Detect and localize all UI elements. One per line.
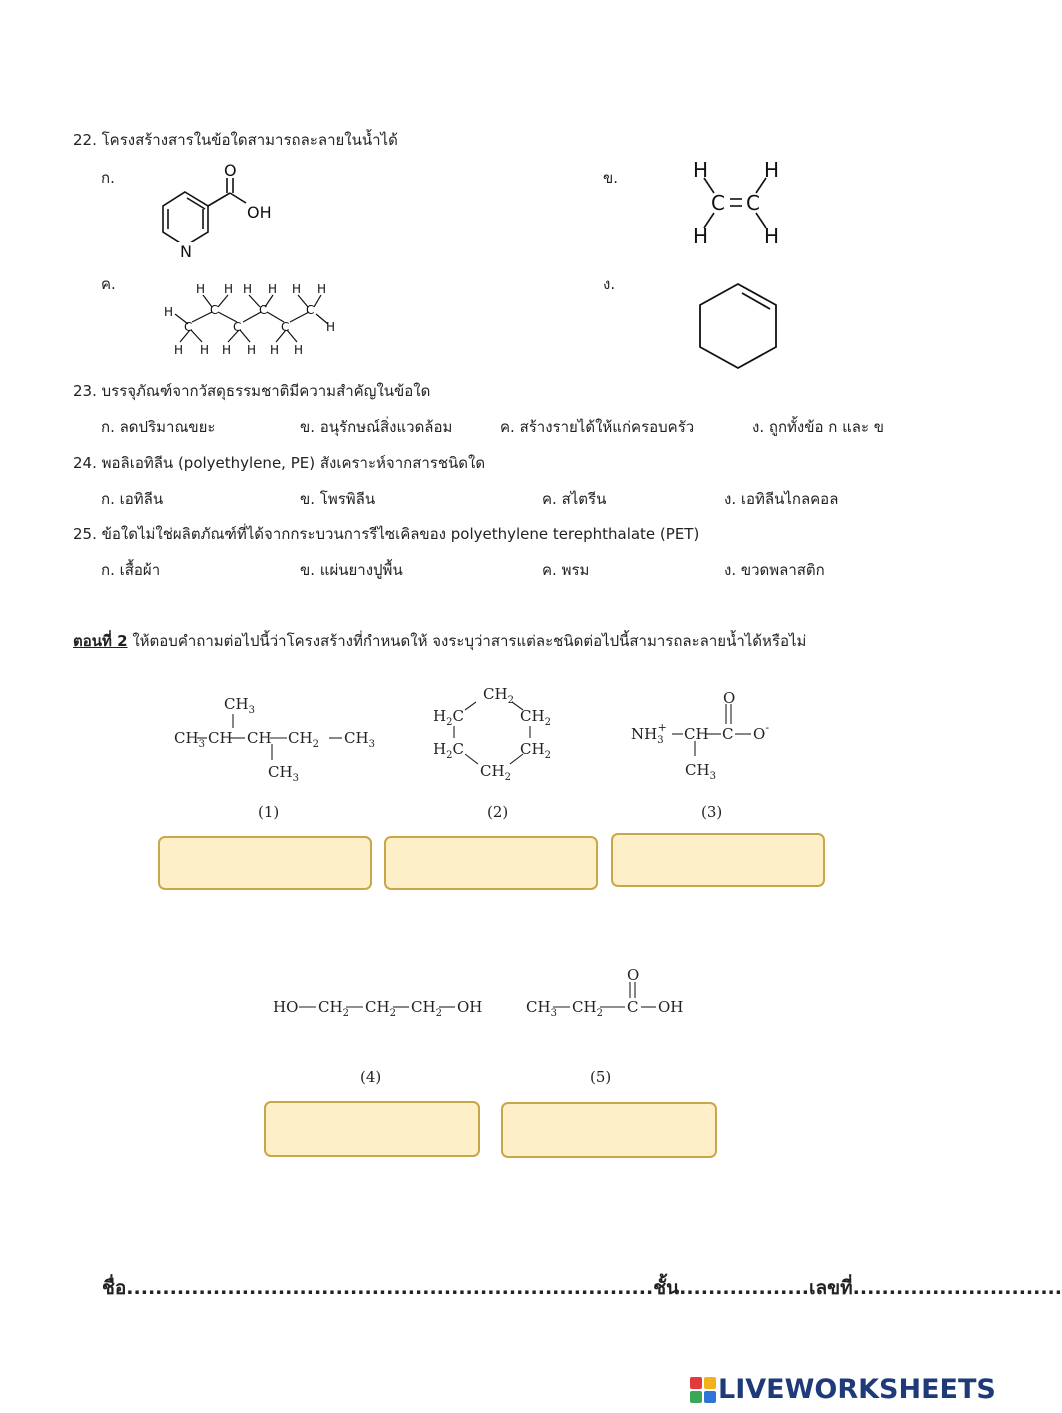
svg-text:H: H (693, 224, 709, 248)
svg-text:CH2: $CH_2$ (572, 998, 603, 1019)
svg-text:H: H (224, 282, 234, 296)
svg-text:HO: HO (273, 998, 299, 1016)
q22-option-a-label: ก. (101, 169, 115, 187)
cyclohexene-structure (693, 280, 785, 372)
svg-text:C: C (233, 320, 242, 334)
hexane-structure (158, 278, 343, 362)
q25-option-d[interactable]: ง. ขวดพลาสติก (724, 561, 825, 579)
q22-option-c-label: ค. (101, 275, 116, 293)
svg-text:H: H (174, 343, 184, 357)
svg-text:CH2: $CH_2$ (520, 740, 551, 761)
svg-text:H2C: $H_2C$ (433, 740, 464, 761)
atom-oh: OH (247, 203, 272, 222)
q23-option-b[interactable]: ข. อนุรักษณ์สิ่งแวดล้อม (300, 418, 453, 436)
svg-text:C: C (306, 303, 315, 317)
part2-instruction (73, 629, 806, 653)
q23-option-a[interactable]: ก. ลดปริมาณขยะ (101, 418, 216, 436)
svg-text:C: C (259, 303, 268, 317)
structure-4-label: (4) (360, 1068, 382, 1086)
svg-text:CH3: $CH_3$ (174, 729, 205, 750)
question-24: 24. พอลิเอทิลีน (polyethylene, PE) สังเคราะห์จากสารชนิดใด (73, 454, 486, 472)
q24-option-d[interactable]: ง. เอทิลีนไกลคอล (724, 490, 839, 508)
svg-text:CH: CH (684, 725, 709, 743)
q23-option-c[interactable]: ค. สร้างรายได้ให้แก่ครอบครัว (500, 418, 695, 436)
svg-text:O: O (627, 966, 640, 984)
answer-box-2[interactable] (384, 836, 598, 890)
svg-text:CH2: $CH_2$ (520, 707, 551, 728)
svg-text:CH2: $CH_2$ (288, 729, 319, 750)
svg-text:H: H (294, 343, 304, 357)
svg-text:H: H (270, 343, 280, 357)
answer-box-4[interactable] (264, 1101, 480, 1157)
question-22: 22. โครงสร้างสารในข้อใดสามารถละลายในน้ำได้ (73, 131, 398, 149)
q22-option-b-label: ข. (603, 169, 619, 187)
svg-text:CH3: $CH_3$ (685, 761, 716, 782)
question-23: 23. บรรจุภัณฑ์จากวัสดุธรรมชาติมีความสำคัญในข้อใด (73, 382, 431, 400)
structure-2 (428, 680, 568, 786)
atom-o: O (224, 161, 237, 180)
svg-text:CH2: $CH_2$ (483, 685, 514, 706)
svg-text:CH3: $CH_3$ (268, 763, 299, 784)
structure-1-label: (1) (258, 803, 280, 821)
q25-option-b[interactable]: ข. แผ่นยางปูพื้น (300, 561, 403, 579)
ethylene-structure (688, 156, 788, 248)
atom-n: N (180, 242, 192, 261)
q25-option-a[interactable]: ก. เสื้อผ้า (101, 561, 161, 579)
svg-text:CH: CH (208, 729, 233, 747)
q24-option-b[interactable]: ข. โพรพิลีน (300, 490, 376, 508)
svg-text:C: C (746, 191, 760, 215)
svg-text:H: H (243, 282, 253, 296)
svg-text:CH2: $CH_2$ (318, 998, 349, 1019)
svg-text:OH: OH (658, 998, 684, 1016)
q25-option-c[interactable]: ค. พรม (542, 561, 590, 579)
brand-text: LIVEWORKSHEETS (718, 1374, 996, 1405)
svg-text:H: H (200, 343, 210, 357)
svg-text:H2C: $H_2C$ (433, 707, 464, 728)
q22-option-d-label: ง. (603, 275, 616, 293)
structure-1 (170, 688, 400, 788)
svg-text:H: H (326, 320, 336, 334)
svg-text:H: H (693, 158, 709, 182)
svg-text:H: H (196, 282, 206, 296)
number-field[interactable]: เลขที่............................. (809, 1277, 1062, 1299)
structure-5-label: (5) (590, 1068, 612, 1086)
svg-text:C: C (722, 725, 734, 743)
svg-text:CH2: $CH_2$ (365, 998, 396, 1019)
q23-option-d[interactable]: ง. ถูกทั้งข้อ ก และ ข (752, 418, 885, 436)
name-field[interactable]: ชื่อ......................................................................... (102, 1277, 654, 1299)
svg-text:H: H (247, 343, 257, 357)
svg-text:H: H (222, 343, 232, 357)
question-25: 25. ข้อใดไม่ใช่ผลิตภัณฑ์ที่ได้จากกระบวนการรีไซเคิลของ polyethylene terephthalate (PET) (73, 525, 700, 543)
svg-text:H: H (764, 224, 780, 248)
svg-text:CH: CH (247, 729, 272, 747)
svg-text:C: C (281, 320, 290, 334)
answer-box-1[interactable] (158, 836, 372, 890)
structure-5 (522, 962, 697, 1026)
svg-text:OH: OH (457, 998, 483, 1016)
structure-4 (268, 990, 493, 1024)
q24-option-a[interactable]: ก. เอทิลีน (101, 490, 164, 508)
student-info (102, 1273, 1062, 1303)
svg-text:H: H (292, 282, 302, 296)
liveworksheets-logo (690, 1374, 996, 1405)
structure-3 (628, 686, 798, 786)
svg-text:CH3: $CH_3$ (526, 998, 557, 1019)
svg-text:C: C (711, 191, 725, 215)
svg-text:C: C (627, 998, 639, 1016)
answer-box-3[interactable] (611, 833, 825, 887)
part2-text: ให้ตอบคำถามต่อไปนี้ว่าโครงสร้างที่กำหนดให้ จงระบุว่าสารแต่ละชนิดต่อไปนี้สามารถละลายน้ำได้หรือไม่ (127, 632, 807, 650)
nicotinic-acid-structure (150, 158, 290, 264)
q24-option-c[interactable]: ค. สไตรีน (542, 490, 607, 508)
svg-text:CH2: $CH_2$ (480, 762, 511, 783)
class-field[interactable]: ชั้น.................. (653, 1277, 810, 1299)
part2-heading: ตอนที่ 2 (73, 632, 128, 650)
answer-box-5[interactable] (501, 1102, 717, 1158)
svg-text:H: H (764, 158, 780, 182)
svg-text:H: H (268, 282, 278, 296)
structure-3-label: (3) (701, 803, 723, 821)
svg-text:O-: O- (753, 721, 770, 743)
svg-text:O: O (723, 689, 736, 707)
svg-text:CH3: $CH_3$ (224, 695, 255, 716)
svg-text:C: C (210, 303, 219, 317)
svg-text:NH3+: $NH_3+$ (631, 721, 667, 746)
liveworksheets-logo-icon (690, 1377, 716, 1403)
svg-text:CH3: $CH_3$ (344, 729, 375, 750)
svg-text:H: H (164, 305, 174, 319)
svg-text:C: C (184, 320, 193, 334)
svg-text:CH2: $CH_2$ (411, 998, 442, 1019)
svg-text:H: H (317, 282, 327, 296)
structure-2-label: (2) (487, 803, 509, 821)
